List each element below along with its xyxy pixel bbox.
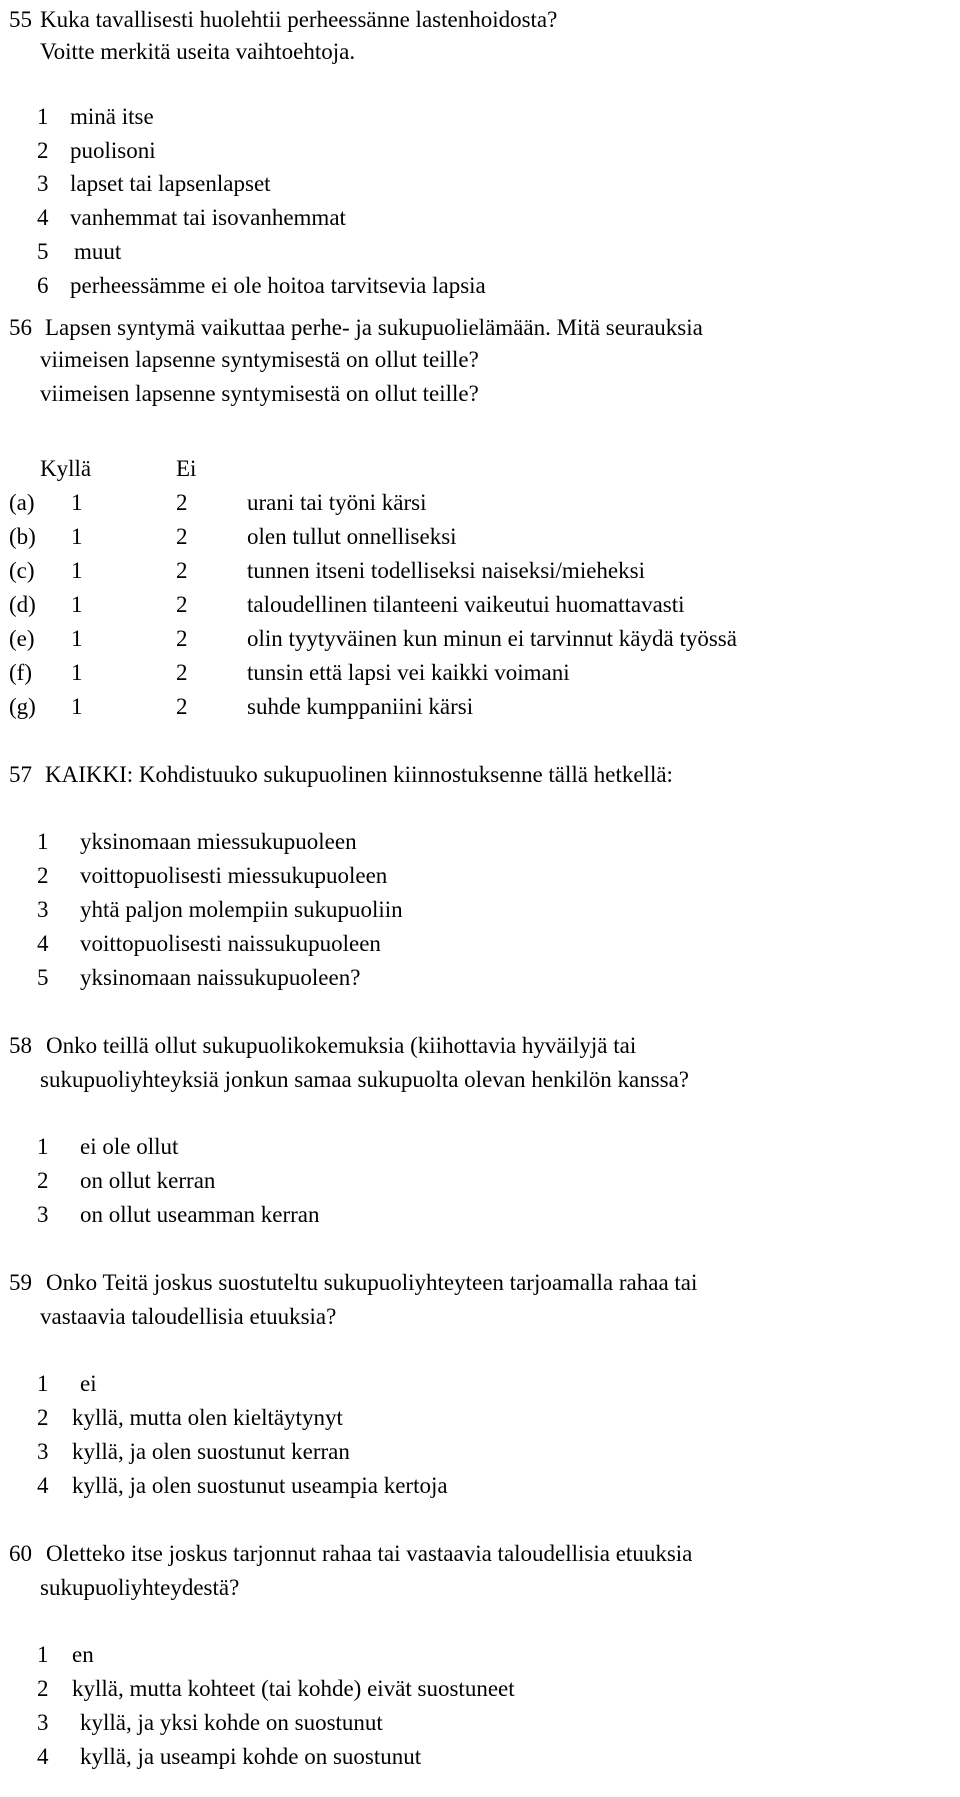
row-no: 2 xyxy=(176,558,188,583)
row-no: 2 xyxy=(176,524,188,549)
row-no: 2 xyxy=(176,660,188,685)
row-label: (e) xyxy=(9,626,35,651)
option-number: 1 xyxy=(37,1371,49,1396)
option-number: 3 xyxy=(37,1202,49,1227)
option-text: ei xyxy=(80,1371,97,1396)
row-yes: 1 xyxy=(71,592,83,617)
option-number: 3 xyxy=(37,171,49,196)
question-number: 56 xyxy=(9,315,32,340)
row-yes: 1 xyxy=(71,660,83,685)
row-label: (b) xyxy=(9,524,36,549)
option-text: kyllä, ja yksi kohde on suostunut xyxy=(80,1710,383,1735)
question-text: Voitte merkitä useita vaihtoehtoja. xyxy=(40,39,356,64)
option-number: 4 xyxy=(37,1473,49,1498)
option-text: muut xyxy=(74,239,122,264)
option-text: voittopuolisesti naissukupuoleen xyxy=(80,931,381,956)
row-yes: 1 xyxy=(71,694,83,719)
option-text: on ollut kerran xyxy=(80,1168,216,1193)
column-header-no: Ei xyxy=(176,456,197,481)
option-number: 3 xyxy=(37,897,49,922)
option-number: 6 xyxy=(37,273,49,298)
option-text: kyllä, ja olen suostunut kerran xyxy=(72,1439,350,1464)
option-number: 4 xyxy=(37,931,49,956)
row-no: 2 xyxy=(176,694,188,719)
row-text: suhde kumppaniini kärsi xyxy=(247,694,474,719)
question-text: Kuka tavallisesti huolehtii perheessänne lastenhoidosta? xyxy=(40,7,558,32)
option-text: lapset tai lapsenlapset xyxy=(70,171,271,196)
option-number: 1 xyxy=(37,1134,49,1159)
option-number: 2 xyxy=(37,863,49,888)
option-text: vanhemmat tai isovanhemmat xyxy=(70,205,346,230)
option-number: 1 xyxy=(37,104,49,129)
option-text: ei ole ollut xyxy=(80,1134,179,1159)
row-text: olin tyytyväinen kun minun ei tarvinnut käydä työssä xyxy=(247,626,737,651)
question-number: 57 xyxy=(9,762,32,787)
row-label: (g) xyxy=(9,694,36,719)
option-number: 2 xyxy=(37,1405,49,1430)
row-yes: 1 xyxy=(71,490,83,515)
option-text: yksinomaan miessukupuoleen xyxy=(80,829,357,854)
question-number: 55 xyxy=(9,7,32,32)
row-text: olen tullut onnelliseksi xyxy=(247,524,457,549)
option-text: kyllä, mutta kohteet (tai kohde) eivät suostuneet xyxy=(72,1676,515,1701)
question-text: Oletteko itse joskus tarjonnut rahaa tai vastaavia taloudellisia etuuksia xyxy=(46,1541,693,1566)
option-number: 5 xyxy=(37,239,49,264)
option-number: 2 xyxy=(37,138,49,163)
row-text: urani tai työni kärsi xyxy=(247,490,427,515)
question-text: sukupuoliyhteyksiä jonkun samaa sukupuolta olevan henkilön kanssa? xyxy=(40,1067,689,1092)
row-text: taloudellinen tilanteeni vaikeutui huomattavasti xyxy=(247,592,685,617)
question-text: KAIKKI: Kohdistuuko sukupuolinen kiinnostuksenne tällä hetkellä: xyxy=(45,762,673,787)
question-text: Lapsen syntymä vaikuttaa perhe- ja sukupuolielämään. Mitä seurauksia xyxy=(45,315,703,340)
row-yes: 1 xyxy=(71,558,83,583)
option-text: kyllä, ja useampi kohde on suostunut xyxy=(80,1744,422,1769)
row-label: (a) xyxy=(9,490,35,515)
question-text: sukupuoliyhteydestä? xyxy=(40,1575,240,1600)
question-number: 59 xyxy=(9,1270,32,1295)
option-text: minä itse xyxy=(70,104,154,129)
column-header-yes: Kyllä xyxy=(40,456,92,481)
row-label: (d) xyxy=(9,592,36,617)
row-no: 2 xyxy=(176,592,188,617)
option-text: yksinomaan naissukupuoleen? xyxy=(80,965,361,990)
question-number: 58 xyxy=(9,1033,32,1058)
option-text: en xyxy=(72,1642,94,1667)
option-text: yhtä paljon molempiin sukupuoliin xyxy=(80,897,403,922)
row-text: tunsin että lapsi vei kaikki voimani xyxy=(247,660,570,685)
option-text: voittopuolisesti miessukupuoleen xyxy=(80,863,388,888)
option-text: perheessämme ei ole hoitoa tarvitsevia lapsia xyxy=(70,273,486,298)
option-number: 1 xyxy=(37,1642,49,1667)
question-text: Onko teillä ollut sukupuolikokemuksia (kiihottavia hyväilyjä tai xyxy=(46,1033,637,1058)
row-yes: 1 xyxy=(71,524,83,549)
option-text: on ollut useamman kerran xyxy=(80,1202,320,1227)
option-number: 4 xyxy=(37,1744,49,1769)
option-number: 2 xyxy=(37,1168,49,1193)
option-number: 2 xyxy=(37,1676,49,1701)
question-text: vastaavia taloudellisia etuuksia? xyxy=(40,1304,337,1329)
option-number: 4 xyxy=(37,205,49,230)
question-text: viimeisen lapsenne syntymisestä on ollut teille? xyxy=(40,347,479,372)
question-number: 60 xyxy=(9,1541,32,1566)
option-number: 3 xyxy=(37,1439,49,1464)
question-text: Onko Teitä joskus suostuteltu sukupuoliyhteyteen tarjoamalla rahaa tai xyxy=(46,1270,698,1295)
row-text: tunnen itseni todelliseksi naiseksi/mieheksi xyxy=(247,558,645,583)
row-label: (c) xyxy=(9,558,35,583)
row-label: (f) xyxy=(9,660,32,685)
option-text: puolisoni xyxy=(70,138,156,163)
option-text: kyllä, ja olen suostunut useampia kertoja xyxy=(72,1473,448,1498)
option-number: 1 xyxy=(37,829,49,854)
row-yes: 1 xyxy=(71,626,83,651)
option-number: 3 xyxy=(37,1710,49,1735)
option-number: 5 xyxy=(37,965,49,990)
row-no: 2 xyxy=(176,626,188,651)
question-text: viimeisen lapsenne syntymisestä on ollut teille? xyxy=(40,381,479,406)
row-no: 2 xyxy=(176,490,188,515)
option-text: kyllä, mutta olen kieltäytynyt xyxy=(72,1405,343,1430)
